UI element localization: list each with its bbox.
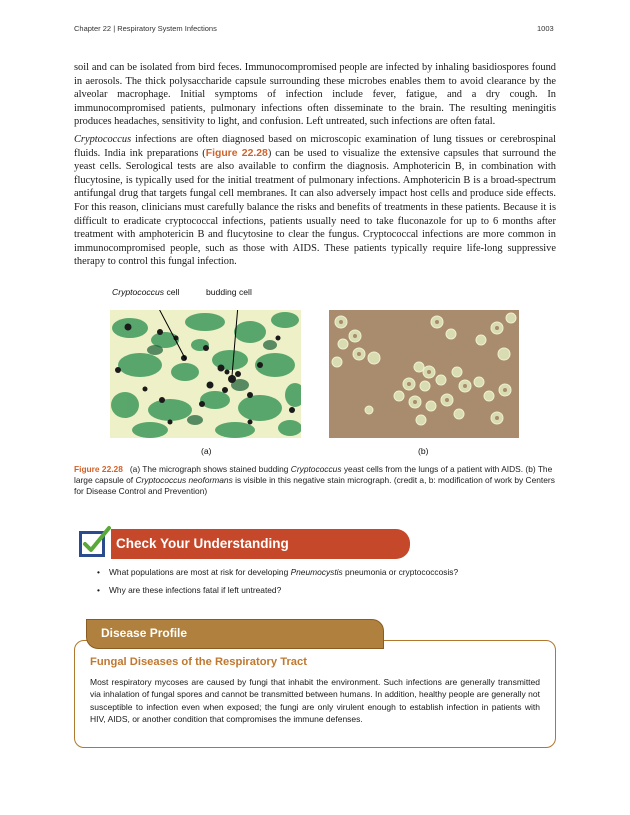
question-1-text-a: What populations are most at risk for developing (109, 567, 291, 577)
caption-text-1: (a) The micrograph shows stained budding (129, 464, 291, 474)
genus-name: Cryptococcus (74, 134, 132, 145)
caption-italic-2: Cryptococcus neoformans (135, 475, 233, 485)
paragraph-2-text-a: infections are often diagnosed based on microscopic examination of lung tissues or cerebrospinal fluids. India ink preparations ( (74, 134, 556, 159)
figure-caption (74, 464, 556, 497)
check-understanding-title: Check Your Understanding (116, 536, 289, 551)
micrograph-b (329, 310, 519, 438)
page-number: 1003 (537, 24, 554, 33)
running-header: Chapter 22 | Respiratory System Infections (74, 24, 217, 33)
subfigure-a-label: (a) (201, 446, 212, 456)
paragraph-1 (74, 61, 556, 129)
disease-profile-heading: Fungal Diseases of the Respiratory Tract (90, 656, 307, 668)
paragraph-2 (74, 133, 556, 269)
question-1-text-b: pneumonia or cryptococcosis? (342, 567, 459, 577)
question-2-text: Why are these infections fatal if left untreated? (109, 585, 282, 595)
checkbox-icon (77, 525, 111, 559)
bullet-1: • (97, 567, 100, 577)
caption-text-2: yeast cells from the lungs of a patient with AIDS. (b) The large capsule of (74, 464, 553, 485)
bullet-2: • (97, 585, 100, 595)
paragraph-2-text-b: ) can be used to visualize the extensive capsules that surround the yeast cells. Serological tests are also available to confirm the diagnosis. Amphotericin B, in combination with flucytosine, is typically used for the initial treatment of pulmonary infections. Amphotericin B is a broad-spectrum antifungal drug that targets fungal cell membranes. It can also adversely impact host cells and produce side effects. For this reason, clinicians must carefully balance the risks and benefits of treatments in these patients. Because it is difficult to eradicate cryptococcal infections, patients usually need to take fluconazole for up to 6 months after treatment with amphotericin B and flucytosine to clear the fungus. Cryptococcal infections are more common in immunocompromised people, such as those with AIDS. These patients typically require life-long suppressive therapy to control this fungal infection. (74, 147, 557, 268)
caption-text-3: is visible in this negative stain micrograph. (credit a, b: modification of work by Centers for Disease Control and Prevention) (74, 475, 555, 496)
figure-link[interactable]: Figure 22.28 (205, 147, 268, 159)
question-1 (97, 567, 537, 577)
disease-profile-tab-label: Disease Profile (101, 626, 188, 640)
cryptococcus-cell-label (112, 287, 179, 297)
caption-figure-number: Figure 22.28 (74, 464, 123, 474)
budding-cell-label: budding cell (206, 287, 252, 297)
caption-italic-1: Cryptococcus (290, 464, 342, 474)
paragraph-1-text: soil and can be isolated from bird feces. Immunocompromised people are infected by inhaling basidiospores found in aerosols. The thick polysaccharide capsule surrounding these microbes enables them to avoid clearance by the alveolar macrophage. Initial symptoms of infection include fever, fatigue, and a dry cough. In immunocompromised patients, pulmonary infections often disseminate to the brain. The resulting meningitis produces headaches, sensitivity to light, and confusion. Left untreated, such infections are often fatal. (74, 62, 556, 128)
question-2 (97, 585, 537, 595)
micrograph-a (110, 310, 301, 438)
subfigure-b-label: (b) (418, 446, 429, 456)
question-1-italic: Pneumocystis (290, 567, 343, 577)
disease-profile-body: Most respiratory mycoses are caused by fungi that inhabit the environment. Such infections are generally transmitted via inhalation of fungal spores and cannot be transmitted between humans. In addition, healthy people are generally not susceptible to infection even when exposed; the fungi are only virulent enough to establish infection in patients with HIV, AIDS, or another condition that compromises the immune defenses. (90, 677, 540, 725)
cell-label-rest: cell (164, 287, 180, 297)
cell-label-genus: Cryptococcus (112, 287, 165, 297)
